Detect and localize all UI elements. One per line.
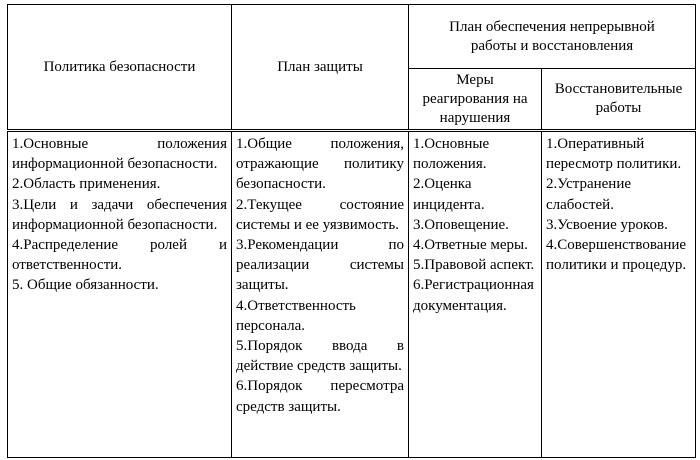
security-documents-table: [7, 4, 696, 458]
list-item: 6.Регистрационная документация.: [413, 277, 534, 314]
header-recovery: [542, 69, 696, 131]
list-item: 5.Порядок ввода в действие средств защиты.: [236, 338, 404, 375]
list-item: 3.Оповещение.: [413, 216, 509, 233]
list-item: 2.Оценка инцидента.: [413, 176, 485, 213]
list-item: 2.Область применения.: [12, 176, 161, 193]
recovery-list: [542, 132, 695, 275]
list-item: 1.Основные положения.: [413, 136, 490, 173]
list-item: 1.Общие положения, отражающие политику безопасности.: [236, 136, 404, 193]
policy-column: [8, 131, 232, 458]
list-item: 5.Правовой аспект.: [413, 257, 535, 274]
header-policy-label: Политика безопасности: [43, 58, 196, 75]
header-protection-label: План защиты: [277, 58, 363, 75]
protection-list: [232, 132, 408, 417]
response-column: [409, 131, 542, 458]
protection-column: [232, 131, 409, 458]
header-continuity: [409, 5, 696, 69]
list-item: 4.Ответные меры.: [413, 237, 528, 254]
list-item: 4.Совершенствование политики и процедур.: [546, 237, 687, 274]
policy-list: [8, 132, 231, 296]
response-list: [409, 132, 541, 316]
header-response: [409, 69, 542, 131]
list-item: 3.Усвоение уроков.: [546, 216, 668, 233]
list-item: 1.Оперативный пересмотр политики.: [546, 136, 682, 173]
header-continuity-label: План обеспечения непрерывной работы и восстановления: [449, 18, 655, 54]
header-policy: [8, 5, 232, 131]
list-item: 1.Основные положения информационной безопасности.: [12, 136, 227, 173]
header-protection: [232, 5, 409, 131]
header-recovery-label: Восстановительные работы: [554, 81, 683, 116]
recovery-column: [542, 131, 696, 458]
list-item: 3.Цели и задачи обеспечения информационной безопасности.: [12, 196, 227, 233]
list-item: 2.Устранение слабостей.: [546, 176, 632, 213]
list-item: 3.Рекомендации по реализации системы защиты.: [236, 237, 404, 294]
list-item: 5. Общие обязанности.: [12, 277, 159, 294]
list-item: 2.Текущее состояние системы и ее уязвимость.: [236, 196, 404, 233]
header-response-label: Меры реагирования на нарушения: [422, 71, 528, 126]
list-item: 6.Порядок пересмотра средств защиты.: [236, 378, 404, 415]
security-documents-table-wrapper: [7, 4, 695, 458]
list-item: 4.Ответственность персонала.: [236, 297, 356, 334]
list-item: 4.Распределение ролей и ответственности.: [12, 237, 227, 274]
